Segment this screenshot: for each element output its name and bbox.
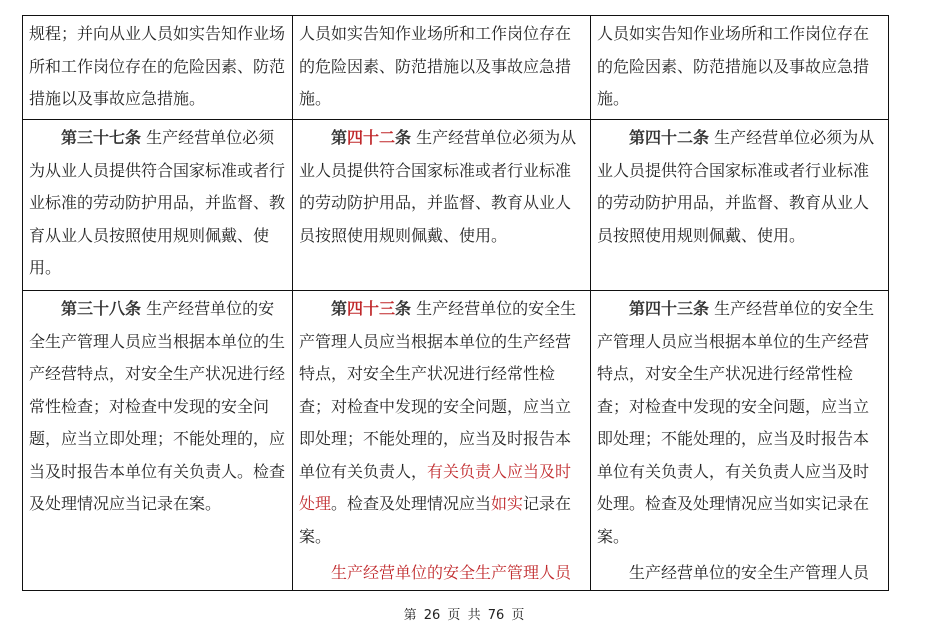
cell-draft <box>293 16 591 120</box>
article-body: 生产经营单位的安全生产管理人员应当根据本单位的生产经营特点，对安全生产状况进行经常性检查；对检查中发现的安全问题，应当立即处理；不能处理的，应当及时报告本单位有关负责人，有关负责人应当及时处理。检查及处理情况应当如实记录在案。 <box>597 299 875 546</box>
article-body: 生产经营单位的安全生产管理人员应当根据本单位的生产经营特点，对安全生产状况进行经常性检查；对检查中发现的安全问题，应当立即处理；不能处理的，应当及时报告本单位有关负责人， <box>299 299 577 481</box>
article-body: 记录在案。 <box>299 494 572 546</box>
article-body: 生产经营单位必须为从业人员提供符合国家标准或者行业标准的劳动防护用品，并监督、教育从业人员按照使用规则佩戴、使用。 <box>29 128 286 277</box>
article-number-prefix: 第 <box>331 128 348 147</box>
article-body: 生产经营单位的安全生产管理人员应当根据本单位的生产经营特点，对安全生产状况进行经常性检查；对检查中发现的安全问题，应当立即处理；不能处理的，应当及时报告本单位有关负责人。检查及处理情况应当记录在案。 <box>29 299 286 513</box>
cell-text: 人员如实告知作业场所和工作岗位存在的危险因素、防范措施以及事故应急措施。 <box>597 24 870 108</box>
cell-new-law <box>591 291 889 591</box>
article-body: 生产经营单位必须为从业人员提供符合国家标准或者行业标准的劳动防护用品，并监督、教育从业人员按照使用规则佩戴、使用。 <box>597 128 875 245</box>
cell-text: 人员如实告知作业场所和工作岗位存在的危险因素、防范措施以及事故应急措施。 <box>299 24 572 108</box>
page-number: 第 26 页 共 76 页 <box>403 608 525 623</box>
cell-old-law <box>23 291 293 591</box>
table-row <box>23 120 889 291</box>
article-body: 。检查及处理情况应当 <box>331 494 492 513</box>
cell-text: 规程；并向从业人员如实告知作业场所和工作岗位存在的危险因素、防范措施以及事故应急措施。 <box>29 24 286 108</box>
article-number-changed: 四十二 <box>347 128 396 147</box>
cell-new-law <box>591 16 889 120</box>
table-row <box>23 291 889 591</box>
article-number: 第三十八条 <box>61 299 142 318</box>
article-number-suffix: 条 <box>395 299 412 318</box>
cell-old-law <box>23 16 293 120</box>
article-number-prefix: 第 <box>331 299 348 318</box>
article-number: 第四十二条 <box>629 128 710 147</box>
added-text: 有关负责人应当及时处理 <box>299 461 572 513</box>
cell-draft <box>293 291 591 591</box>
article-body: 生产经营单位必须为从业人员提供符合国家标准或者行业标准的劳动防护用品，并监督、教育从业人员按照使用规则佩戴、使用。 <box>299 128 577 245</box>
article-number <box>331 128 411 147</box>
next-paragraph: 生产经营单位的安全生产管理人员 <box>629 563 870 582</box>
table-row <box>23 16 889 120</box>
cell-new-law <box>591 120 889 291</box>
article-number-suffix: 条 <box>395 128 412 147</box>
article-number: 第三十七条 <box>61 128 142 147</box>
cell-draft <box>293 120 591 291</box>
article-number-changed: 四十三 <box>347 299 396 318</box>
article-number <box>331 299 411 318</box>
article-number: 第四十三条 <box>629 299 710 318</box>
next-paragraph: 生产经营单位的安全生产管理人员 <box>331 563 572 582</box>
added-text: 如实 <box>491 494 524 513</box>
law-comparison-table <box>22 15 889 591</box>
cell-old-law <box>23 120 293 291</box>
